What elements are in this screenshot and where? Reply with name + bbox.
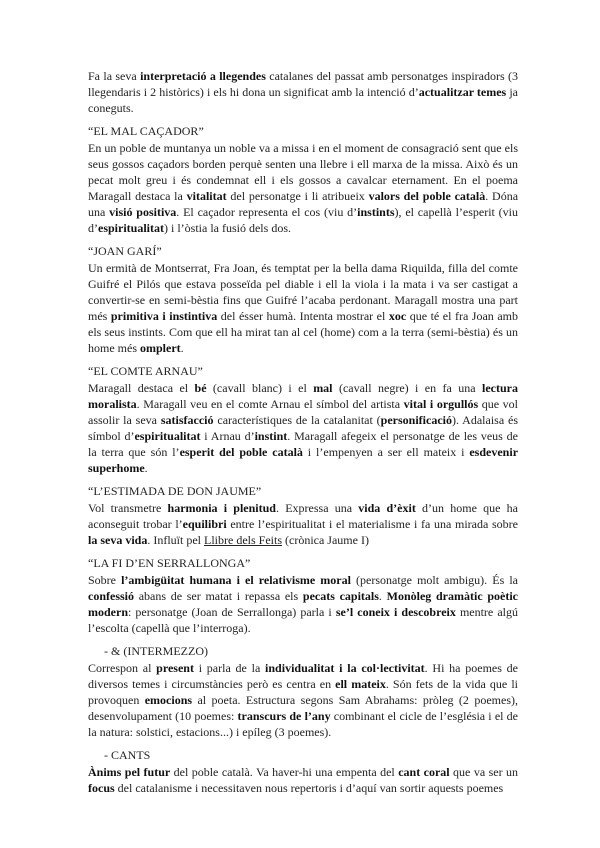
section-heading: - & (INTERMEZZO) — [104, 644, 208, 658]
bold-term: equilibri — [182, 517, 227, 531]
bold-term: mal — [313, 381, 333, 395]
text-run: . Hi ha poemes de diversos temes i circumstàncies però es centra en — [88, 661, 518, 691]
text-run: d’un home que ha aconseguit trobar l’ — [88, 501, 518, 531]
bold-term: focus — [88, 781, 115, 795]
bold-term: Ànims pel futur — [88, 765, 171, 779]
text-run: (personatge molt ambigu). És la — [350, 573, 518, 587]
bold-term: espiritualitat — [134, 429, 201, 443]
text-run: . Dóna una — [88, 189, 519, 219]
text-run: que va ser un — [449, 765, 518, 779]
section-body — [88, 660, 518, 740]
bold-term: valors del poble català — [368, 189, 486, 203]
bold-term: cant coral — [398, 765, 450, 779]
text-run: del personatge i li atribueix — [226, 189, 369, 203]
bold-term: satisfacció — [160, 413, 214, 427]
text-run: (cavall blanc) i el — [206, 381, 314, 395]
text-run: Maragall destaca el — [88, 381, 195, 395]
text-run: . Maragall afegeix el personatge de les veus de la terra que són l’ — [88, 429, 518, 459]
bold-term: xoc — [388, 309, 407, 323]
bold-term: espiritualitat — [98, 221, 164, 235]
bold-term: present — [156, 661, 194, 675]
bold-term: la seva vida — [88, 533, 148, 547]
text-run: del catalanisme i necessitaven nous repertoris i d’aquí van sortir aquests poemes — [114, 781, 504, 795]
bold-term: personificació — [380, 413, 452, 427]
text-run: ) i l’òstia la fusió dels dos. — [164, 221, 291, 235]
text-run: : personatge (Joan de Serrallonga) parla i — [128, 605, 336, 619]
bold-term: omplert — [140, 341, 181, 355]
bold-term: bé — [194, 381, 207, 395]
bold-term: harmonia i plenitud — [167, 501, 276, 515]
text-run: del poble català. Va haver-hi una empenta del — [170, 765, 399, 779]
text-run: i l’empenyen a ser ell mateix i — [302, 445, 470, 459]
text-run: Vol transmetre — [88, 501, 168, 515]
text-run: Correspon al — [88, 661, 157, 675]
text-run: combinant el cicle de l’església i el de la natura: solstici, estacions...) i epíleg (3 poemes). — [88, 709, 518, 739]
bold-term: visió positiva — [109, 205, 177, 219]
text-run: i parla de la — [193, 661, 266, 675]
text-run: . Influït pel — [147, 533, 204, 547]
text-run: Sobre — [88, 573, 122, 587]
text-run: del ésser humà. Intenta mostrar el — [217, 309, 389, 323]
text-run: . El caçador representa el cos (viu d’ — [176, 205, 358, 219]
section-heading: “LA FI D’EN SERRALLONGA” — [88, 556, 251, 570]
text-run: . Són fets de la vida que li provoquen — [88, 677, 518, 707]
bold-term: actualitzar temes — [418, 85, 507, 99]
section-heading: “JOAN GARÍ” — [88, 244, 162, 258]
text-run: que té el fra Joan amb els seus instints. Com que ell ha mirat tan al cel (home) com a la terra (semi-bèstia) és un home més — [88, 309, 518, 355]
intro-paragraph — [88, 68, 518, 116]
section-heading: “EL MAL CAÇADOR” — [88, 124, 204, 138]
bold-term: instints — [357, 205, 395, 219]
bold-term: ell mateix — [335, 677, 386, 691]
text-run: abans de ser matat i repassa els — [134, 589, 303, 603]
section-heading: - CANTS — [104, 748, 151, 762]
section-body — [88, 764, 518, 796]
text-run: Un ermità de Montserrat, Fra Joan, és temptat per la bella dama Riquilda, filla del comte Guifré el Pilós que estava posseïda pel diable i ell la viola i la mata i va ser castigat a convertir-se en semi-bèstia fins que Guifré l’acaba perdonant. Maragall mostra una part més — [88, 261, 518, 323]
text-run: entre l’espiritualitat i el materialisme i fa una mirada sobre — [226, 517, 518, 531]
section-heading: “L’ESTIMADA DE DON JAUME” — [88, 484, 262, 498]
text-run: En un poble de muntanya un noble va a missa i en el moment de consagració sent que els seus gossos caçadors borden perquè senten una llebre i ell marxa de la missa. Això és un pecat molt greu i és condemnat ell i els gossos a cavalcar eternament. En el poema Maragall destaca la — [88, 141, 518, 203]
text-run: . — [378, 589, 387, 603]
text-run: mentre algú l’escolta (capellà que l’interroga). — [88, 605, 518, 635]
document-page — [88, 68, 518, 803]
bold-term: se’l coneix i descobreix — [335, 605, 456, 619]
text-run: . — [144, 461, 148, 475]
section-body — [88, 500, 518, 548]
bold-term: primitiva i instintiva — [110, 309, 218, 323]
text-run: . Maragall veu en el comte Arnau el símbol del artista — [136, 397, 404, 411]
sections-container — [88, 123, 518, 796]
text-run: . — [180, 341, 184, 355]
section-body — [88, 572, 518, 636]
bold-term: individualitat i la col·lectivitat — [265, 661, 425, 675]
bold-term: l’ambigüitat humana i el relativisme moral — [121, 573, 351, 587]
bold-term: interpretació a llegendes — [140, 69, 266, 83]
text-run: que vol assolir la seva — [88, 397, 518, 427]
text-run: ). Adalaisa és símbol d’ — [88, 413, 519, 443]
bold-term: vitalitat — [186, 189, 227, 203]
text-run: ), el capellà l’esperit (viu d’ — [88, 205, 519, 235]
section-heading: “EL COMTE ARNAU” — [88, 364, 203, 378]
text-run: al poeta. Estructura segons Sam Abrahams: pròleg (2 poemes), desenvolupament (10 poemes: — [88, 693, 518, 723]
text-run: i Arnau d’ — [200, 429, 255, 443]
bold-term: instint — [254, 429, 288, 443]
bold-term: confessió — [88, 589, 134, 603]
bold-term: Monòleg dramàtic poètic modern — [88, 589, 518, 619]
text-run: catalanes del passat amb personatges inspiradors (3 llegendaris i 2 històrics) i els hi dona un significat amb la intenció d’ — [88, 69, 519, 99]
bold-term: vida d’èxit — [358, 501, 416, 515]
text-run: Fa la seva — [88, 69, 141, 83]
section-body — [88, 140, 518, 236]
text-run: . Expressa una — [275, 501, 359, 515]
bold-term: esperit del poble català — [179, 445, 303, 459]
underlined-title: Llibre dels Feits — [204, 533, 282, 547]
bold-term: lectura moralista — [88, 381, 518, 411]
text-run: ja coneguts. — [88, 85, 518, 115]
text-run: característiques de la catalanitat ( — [213, 413, 381, 427]
bold-term: transcurs de l’any — [237, 709, 331, 723]
bold-term: pecats capitals — [302, 589, 379, 603]
bold-term: esdevenir superhome — [88, 445, 519, 475]
bold-term: vital i orgullós — [403, 397, 479, 411]
section-body — [88, 380, 518, 476]
text-run: (crònica Jaume I) — [282, 533, 369, 547]
section-body — [88, 260, 518, 356]
text-run: (cavall negre) i en fa una — [332, 381, 482, 395]
bold-term: emocions — [144, 693, 193, 707]
